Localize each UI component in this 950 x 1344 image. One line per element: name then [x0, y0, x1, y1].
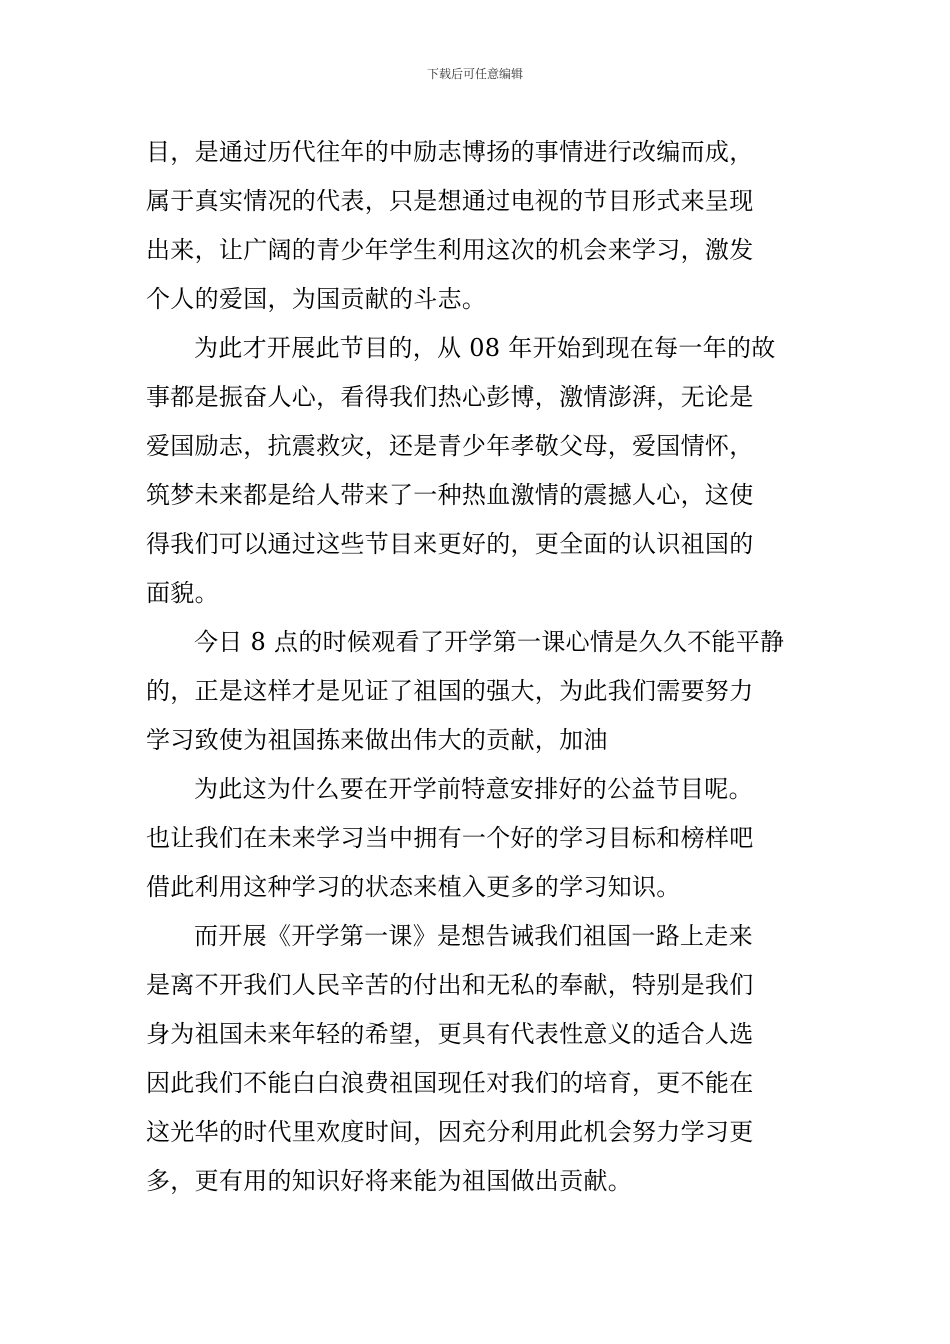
text-line: 身为祖国未来年轻的希望，更具有代表性意义的适合人选 [146, 1020, 754, 1048]
text-line: 是离不开我们人民辛苦的付出和无私的奉献，特别是我们 [146, 971, 754, 999]
paragraph-first-line: 为此这为什么要在开学前特意安排好的公益节目呢。 [194, 775, 753, 803]
paragraph-first-line: 今日 8 点的时候观看了开学第一课心情是久久不能平静 [194, 628, 785, 656]
text-line: 目，是通过历代往年的中励志博扬的事情进行改编而成， [146, 138, 754, 166]
text-line: 得我们可以通过这些节目来更好的，更全面的认识祖国的 [146, 530, 754, 558]
text-line: 属于真实情况的代表，只是想通过电视的节目形式来呈现 [146, 187, 754, 215]
paragraph-first-line: 为此才开展此节目的，从 08 年开始到现在每一年的故 [194, 334, 776, 362]
text-line: 出来，让广阔的青少年学生利用这次的机会来学习，激发 [146, 236, 754, 264]
text-line: 这光华的时代里欢度时间，因充分利用此机会努力学习更 [146, 1118, 754, 1146]
text-line: 事都是振奋人心，看得我们热心彭博，激情澎湃，无论是 [146, 383, 754, 411]
text-line: 的，正是这样才是见证了祖国的强大，为此我们需要努力 [146, 677, 754, 705]
text-line: 面貌。 [146, 579, 219, 607]
text-line: 多，更有用的知识好将来能为祖国做出贡献。 [146, 1167, 632, 1195]
text-line: 借此利用这种学习的状态来植入更多的学习知识。 [146, 873, 681, 901]
text-line: 筑梦未来都是给人带来了一种热血激情的震撼人心，这使 [146, 481, 754, 509]
text-line: 学习致使为祖国拣来做出伟大的贡献，加油 [146, 726, 608, 754]
page-header-note: 下载后可任意编辑 [426, 67, 523, 81]
text-line: 因此我们不能白白浪费祖国现任对我们的培育，更不能在 [146, 1069, 754, 1097]
paragraph-first-line: 而开展《开学第一课》是想告诫我们祖国一路上走来 [194, 922, 753, 950]
document-body [146, 128, 811, 1206]
text-line: 爱国励志，抗震救灾，还是青少年孝敬父母，爱国情怀， [146, 432, 754, 460]
text-line: 也让我们在未来学习当中拥有一个好的学习目标和榜样吧 [146, 824, 754, 852]
text-line: 个人的爱国，为国贡献的斗志。 [146, 285, 487, 313]
